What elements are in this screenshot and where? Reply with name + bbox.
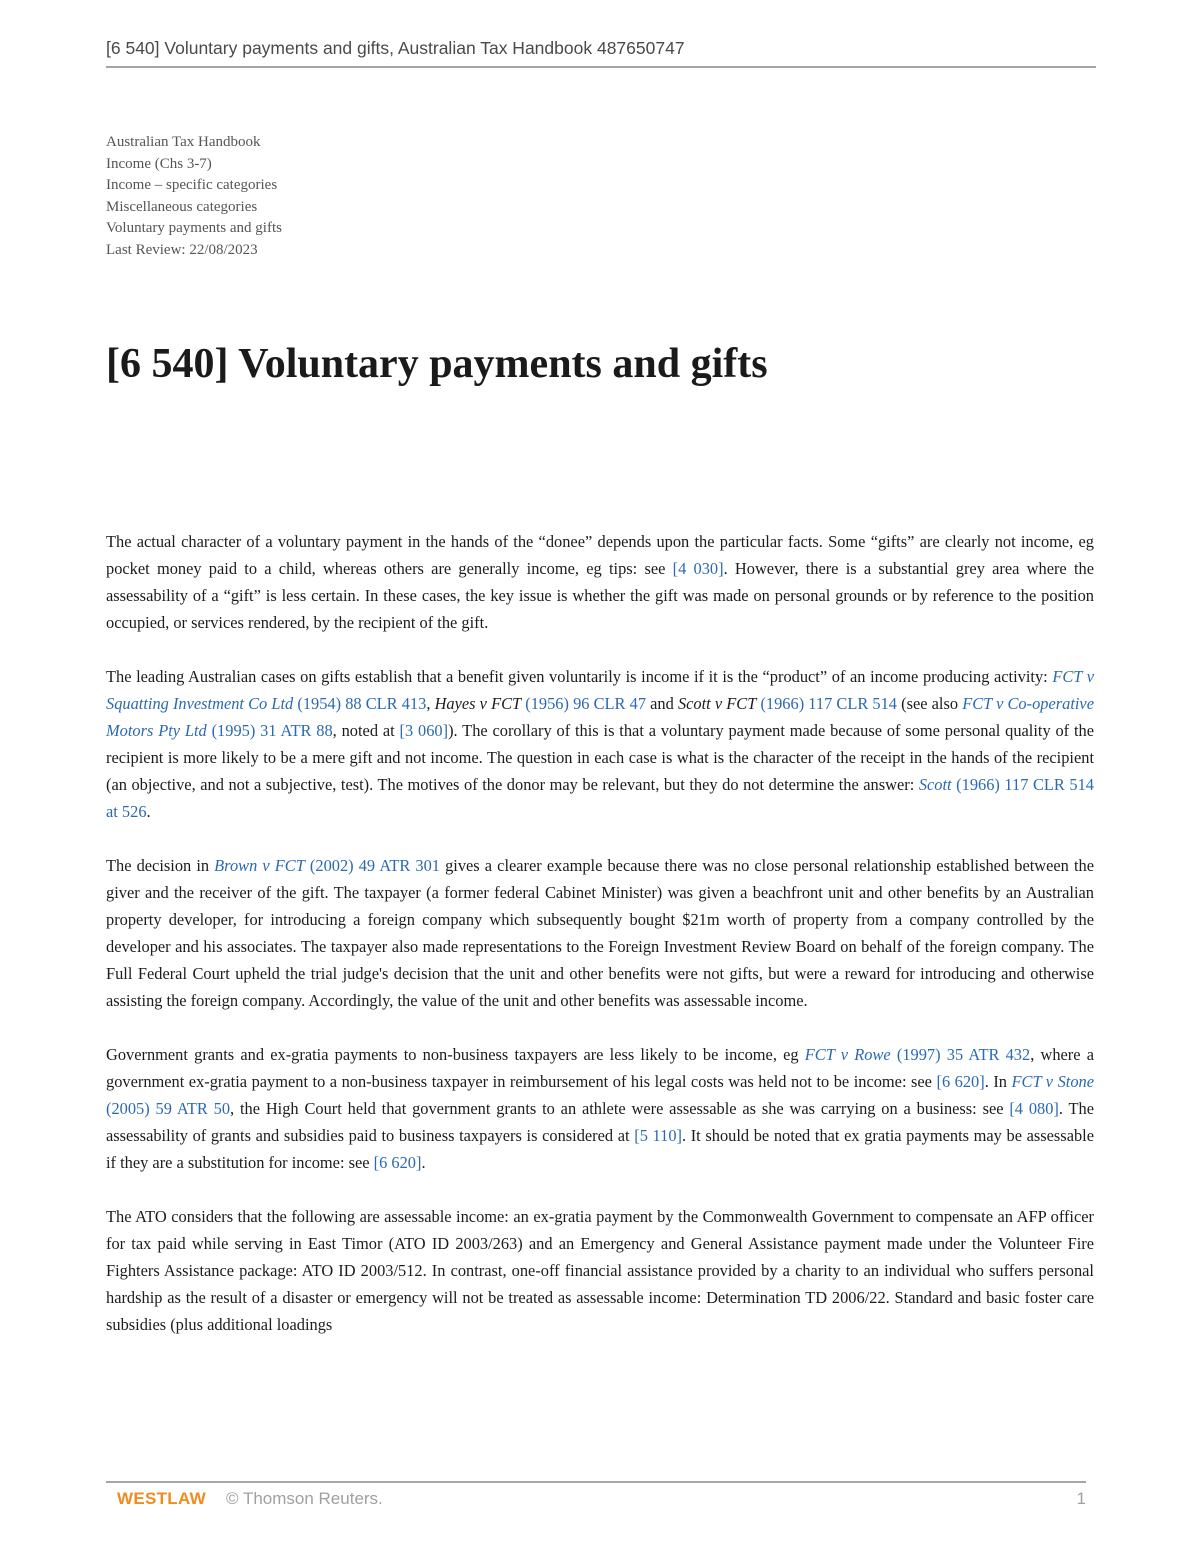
case-name: Scott [918, 775, 952, 794]
text: The leading Australian cases on gifts establish that a benefit given voluntarily is income if it is the “product” of an income producing activity: [106, 667, 1053, 686]
text: , noted at [332, 721, 400, 740]
case-citation: (2002) 49 ATR 301 [304, 856, 440, 875]
case-name: FCT v Co-operative Motors Pty Ltd [106, 694, 1094, 740]
text: (see also [897, 694, 963, 713]
breadcrumb-line-2: Income (Chs 3-7) [106, 155, 212, 172]
case-name-hayes: Hayes v FCT [434, 694, 522, 713]
link-4-080[interactable]: [4 080] [1009, 1099, 1059, 1118]
paragraph-4 [106, 1041, 1094, 1176]
footer-copyright: © Thomson Reuters. [226, 1489, 383, 1508]
text: The actual character of a voluntary payment in the hands of the “donee” depends upon the particular facts. Some “gifts” are clearly not income, eg pocket money paid to a child, whereas others are generally income, eg tips: see [106, 532, 1094, 578]
link-scott-citation[interactable]: (1966) 117 CLR 514 [756, 694, 897, 713]
document-breadcrumb [106, 132, 282, 261]
text: and [646, 694, 678, 713]
text: ). The corollary of this is that a voluntary payment made because of some personal quality of the recipient is more likely to be a mere gift and not income. The question in each case is what is the character of the receipt in the hands of the recipient (an objective, and not a subjective, test). The motives of the donor may be relevant, but they do not determine the answer: [106, 721, 1095, 794]
link-3-060[interactable]: [3 060] [399, 721, 449, 740]
breadcrumb-line-3: Income – specific categories [106, 177, 278, 193]
text: , where a government ex-gratia payment to a non-business taxpayer in reimbursement of his legal costs was held not to be income: see [106, 1045, 1094, 1091]
breadcrumb-line-1: Australian Tax Handbook [106, 134, 261, 150]
link-brown-v-fct[interactable] [214, 856, 440, 875]
text: , the High Court held that government grants to an athlete were assessable as she was carrying on a business: see [230, 1099, 1010, 1118]
case-name-scott: Scott v FCT [677, 694, 757, 713]
text: The ATO considers that the following are assessable income: an ex-gratia payment by the Commonwealth Government to compensate an AFP officer for tax paid while serving in East Timor (ATO ID 2003/263) and an Emergency and General Assistance payment made under the Volunteer Fire Fighters Assistance package: ATO ID 2003/512. In contrast, one-off financial assistance provided by a charity to an individual who suffers personal hardship as the result of a disaster or emergency will not be treated as assessable income: Determination TD 2006/22. Standard and basic foster care subsidies (plus additional loadings [106, 1207, 1094, 1334]
case-citation: (1966) 117 CLR 514 at 526 [106, 775, 1094, 821]
text: The decision in [106, 856, 215, 875]
link-5-110[interactable]: [5 110] [634, 1126, 682, 1145]
text: . However, there is a substantial grey area where the assessability of a “gift” is less certain. In these cases, the key issue is whether the gift was made on personal grounds or by reference to the position occupied, or services rendered, by the recipient of the gift. [106, 559, 1094, 632]
paragraph-1 [106, 528, 1094, 636]
link-4-030[interactable]: [4 030] [672, 559, 724, 578]
text: . [421, 1153, 426, 1172]
breadcrumb-line-5: Voluntary payments and gifts [106, 220, 282, 236]
last-review-date: Last Review: 22/08/2023 [106, 241, 258, 258]
case-name: FCT v Rowe [804, 1045, 891, 1064]
text: . In [984, 1072, 1012, 1091]
text: Government grants and ex-gratia payments to non-business taxpayers are less likely to be income, eg [106, 1045, 805, 1064]
page-number: 1 [1076, 1489, 1086, 1508]
page-title: [6 540] Voluntary payments and gifts [106, 341, 768, 387]
paragraph-5 [106, 1203, 1094, 1338]
westlaw-logo: WESTLAW [117, 1489, 206, 1508]
link-6-620[interactable]: [6 620] [936, 1072, 985, 1091]
case-citation: (2005) 59 ATR 50 [106, 1099, 231, 1118]
case-citation: (1995) 31 ATR 88 [206, 721, 333, 740]
document-header-title: [6 540] Voluntary payments and gifts, Australian Tax Handbook 487650747 [106, 38, 685, 58]
text: . [146, 802, 151, 821]
header-divider [106, 66, 1096, 68]
text: , [426, 694, 435, 713]
text: gives a clearer example because there was no close personal relationship established between the giver and the receiver of the gift. The taxpayer (a former federal Cabinet Minister) was given a beachfront unit and other benefits by an Australian property developer, for introducing a foreign company which subsequently bought $21m worth of property from a company controlled by the developer and his associates. The taxpayer also made representations to the Foreign Investment Review Board on behalf of the foreign company. The Full Federal Court upheld the trial judge's decision that the unit and other benefits were not gifts, but were a reward for introducing and otherwise assisting the foreign company. Accordingly, the value of the unit and other benefits was assessable income. [106, 856, 1094, 1010]
text: . It should be noted that ex gratia payments may be assessable if they are a substitution for income: see [106, 1126, 1094, 1172]
case-name: FCT v Squatting Investment Co Ltd [106, 667, 1094, 713]
paragraph-2 [106, 663, 1094, 825]
case-citation: (1997) 35 ATR 432 [890, 1045, 1031, 1064]
document-body [106, 528, 1094, 1365]
paragraph-3 [106, 852, 1094, 1014]
case-name: Brown v FCT [214, 856, 305, 875]
breadcrumb-line-4: Miscellaneous categories [106, 198, 258, 215]
case-citation: (1954) 88 CLR 413 [293, 694, 427, 713]
footer-divider [106, 1481, 1086, 1483]
link-6-620-second[interactable]: [6 620] [373, 1153, 422, 1172]
link-hayes-citation[interactable]: (1956) 96 CLR 47 [521, 694, 647, 713]
text: . The assessability of grants and subsidies paid to business taxpayers is considered at [106, 1099, 1094, 1145]
case-name: FCT v Stone [1011, 1072, 1094, 1091]
link-fct-v-rowe[interactable] [805, 1045, 1030, 1064]
